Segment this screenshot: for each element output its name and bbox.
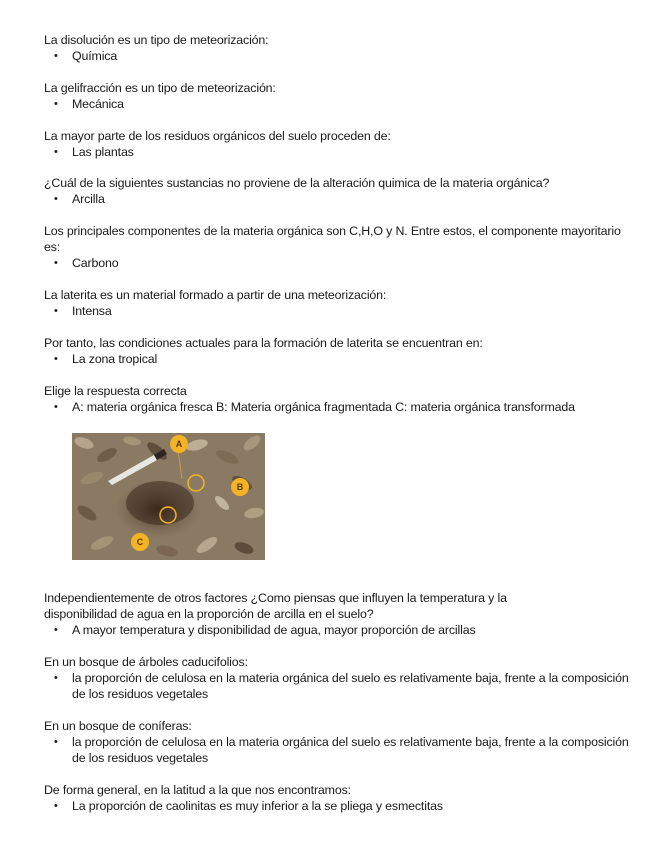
question-block [44,32,624,64]
question-text: De forma general, en la latitud a la que nos encontramos: [44,783,351,797]
answer-bullet: • la proporción de celulosa en la materia orgánica del suelo es relativamente baja, frente a la composición de los residuos vegetales [44,670,629,702]
answer-bullet: • A: materia orgánica fresca B: Materia orgánica fragmentada C: materia orgánica transformada [44,399,584,415]
answer-bullet: • Carbono [44,255,624,271]
question-text: Independientemente de otros factores ¿Como piensas que influyen la temperatura y la disponibilidad de agua en la proporción de arcilla en el suelo? [44,591,507,621]
answer-bullet: • La zona tropical [44,351,624,367]
answer-bullet: • A mayor temperatura y disponibilidad de agua, mayor proporción de arcillas [44,622,574,638]
question-block [44,590,574,638]
answer-bullet: • La proporción de caolinitas es muy inferior a la se pliega y esmectitas [44,798,624,814]
label-a-badge: A [170,435,188,453]
question-text: Los principales componentes de la materia orgánica son C,H,O y N. Entre estos, el componente mayoritario es: [44,224,621,254]
question-text: La laterita es un material formado a partir de una meteorización: [44,288,387,302]
answer-bullet: • Las plantas [44,144,624,160]
question-block [44,287,624,319]
question-text: La mayor parte de los residuos orgánicos del suelo proceden de: [44,129,391,143]
question-text: En un bosque de coníferas: [44,719,192,733]
answer-bullet: • Química [44,48,624,64]
question-block [44,654,629,702]
soil-litter-illustration [72,433,265,560]
question-text: La gelifracción es un tipo de meteorización: [44,81,276,95]
question-block [44,383,584,415]
question-block [44,128,624,160]
question-text: Elige la respuesta correcta [44,384,187,398]
answer-bullet: • Intensa [44,303,624,319]
answer-bullet: • la proporción de celulosa en la materia orgánica del suelo es relativamente baja, frente a la composición de los residuos vegetales [44,734,629,766]
question-text: La disolución es un tipo de meteorización: [44,33,269,47]
question-block [44,782,624,814]
answer-bullet: • Mecánica [44,96,624,112]
question-block [44,335,624,367]
question-text: Por tanto, las condiciones actuales para la formación de laterita se encuentran en: [44,336,483,350]
question-text: ¿Cuál de la siguientes sustancias no proviene de la alteración quimica de la materia orgánica? [44,176,550,190]
label-c-badge: C [131,533,149,551]
question-block [44,718,629,766]
soil-litter-photo [72,433,265,560]
question-block [44,175,634,207]
question-text: En un bosque de árboles caducifolios: [44,655,248,669]
question-block [44,223,624,271]
label-b-badge: B [231,478,249,496]
question-block [44,80,624,112]
answer-bullet: • Arcilla [44,191,634,207]
